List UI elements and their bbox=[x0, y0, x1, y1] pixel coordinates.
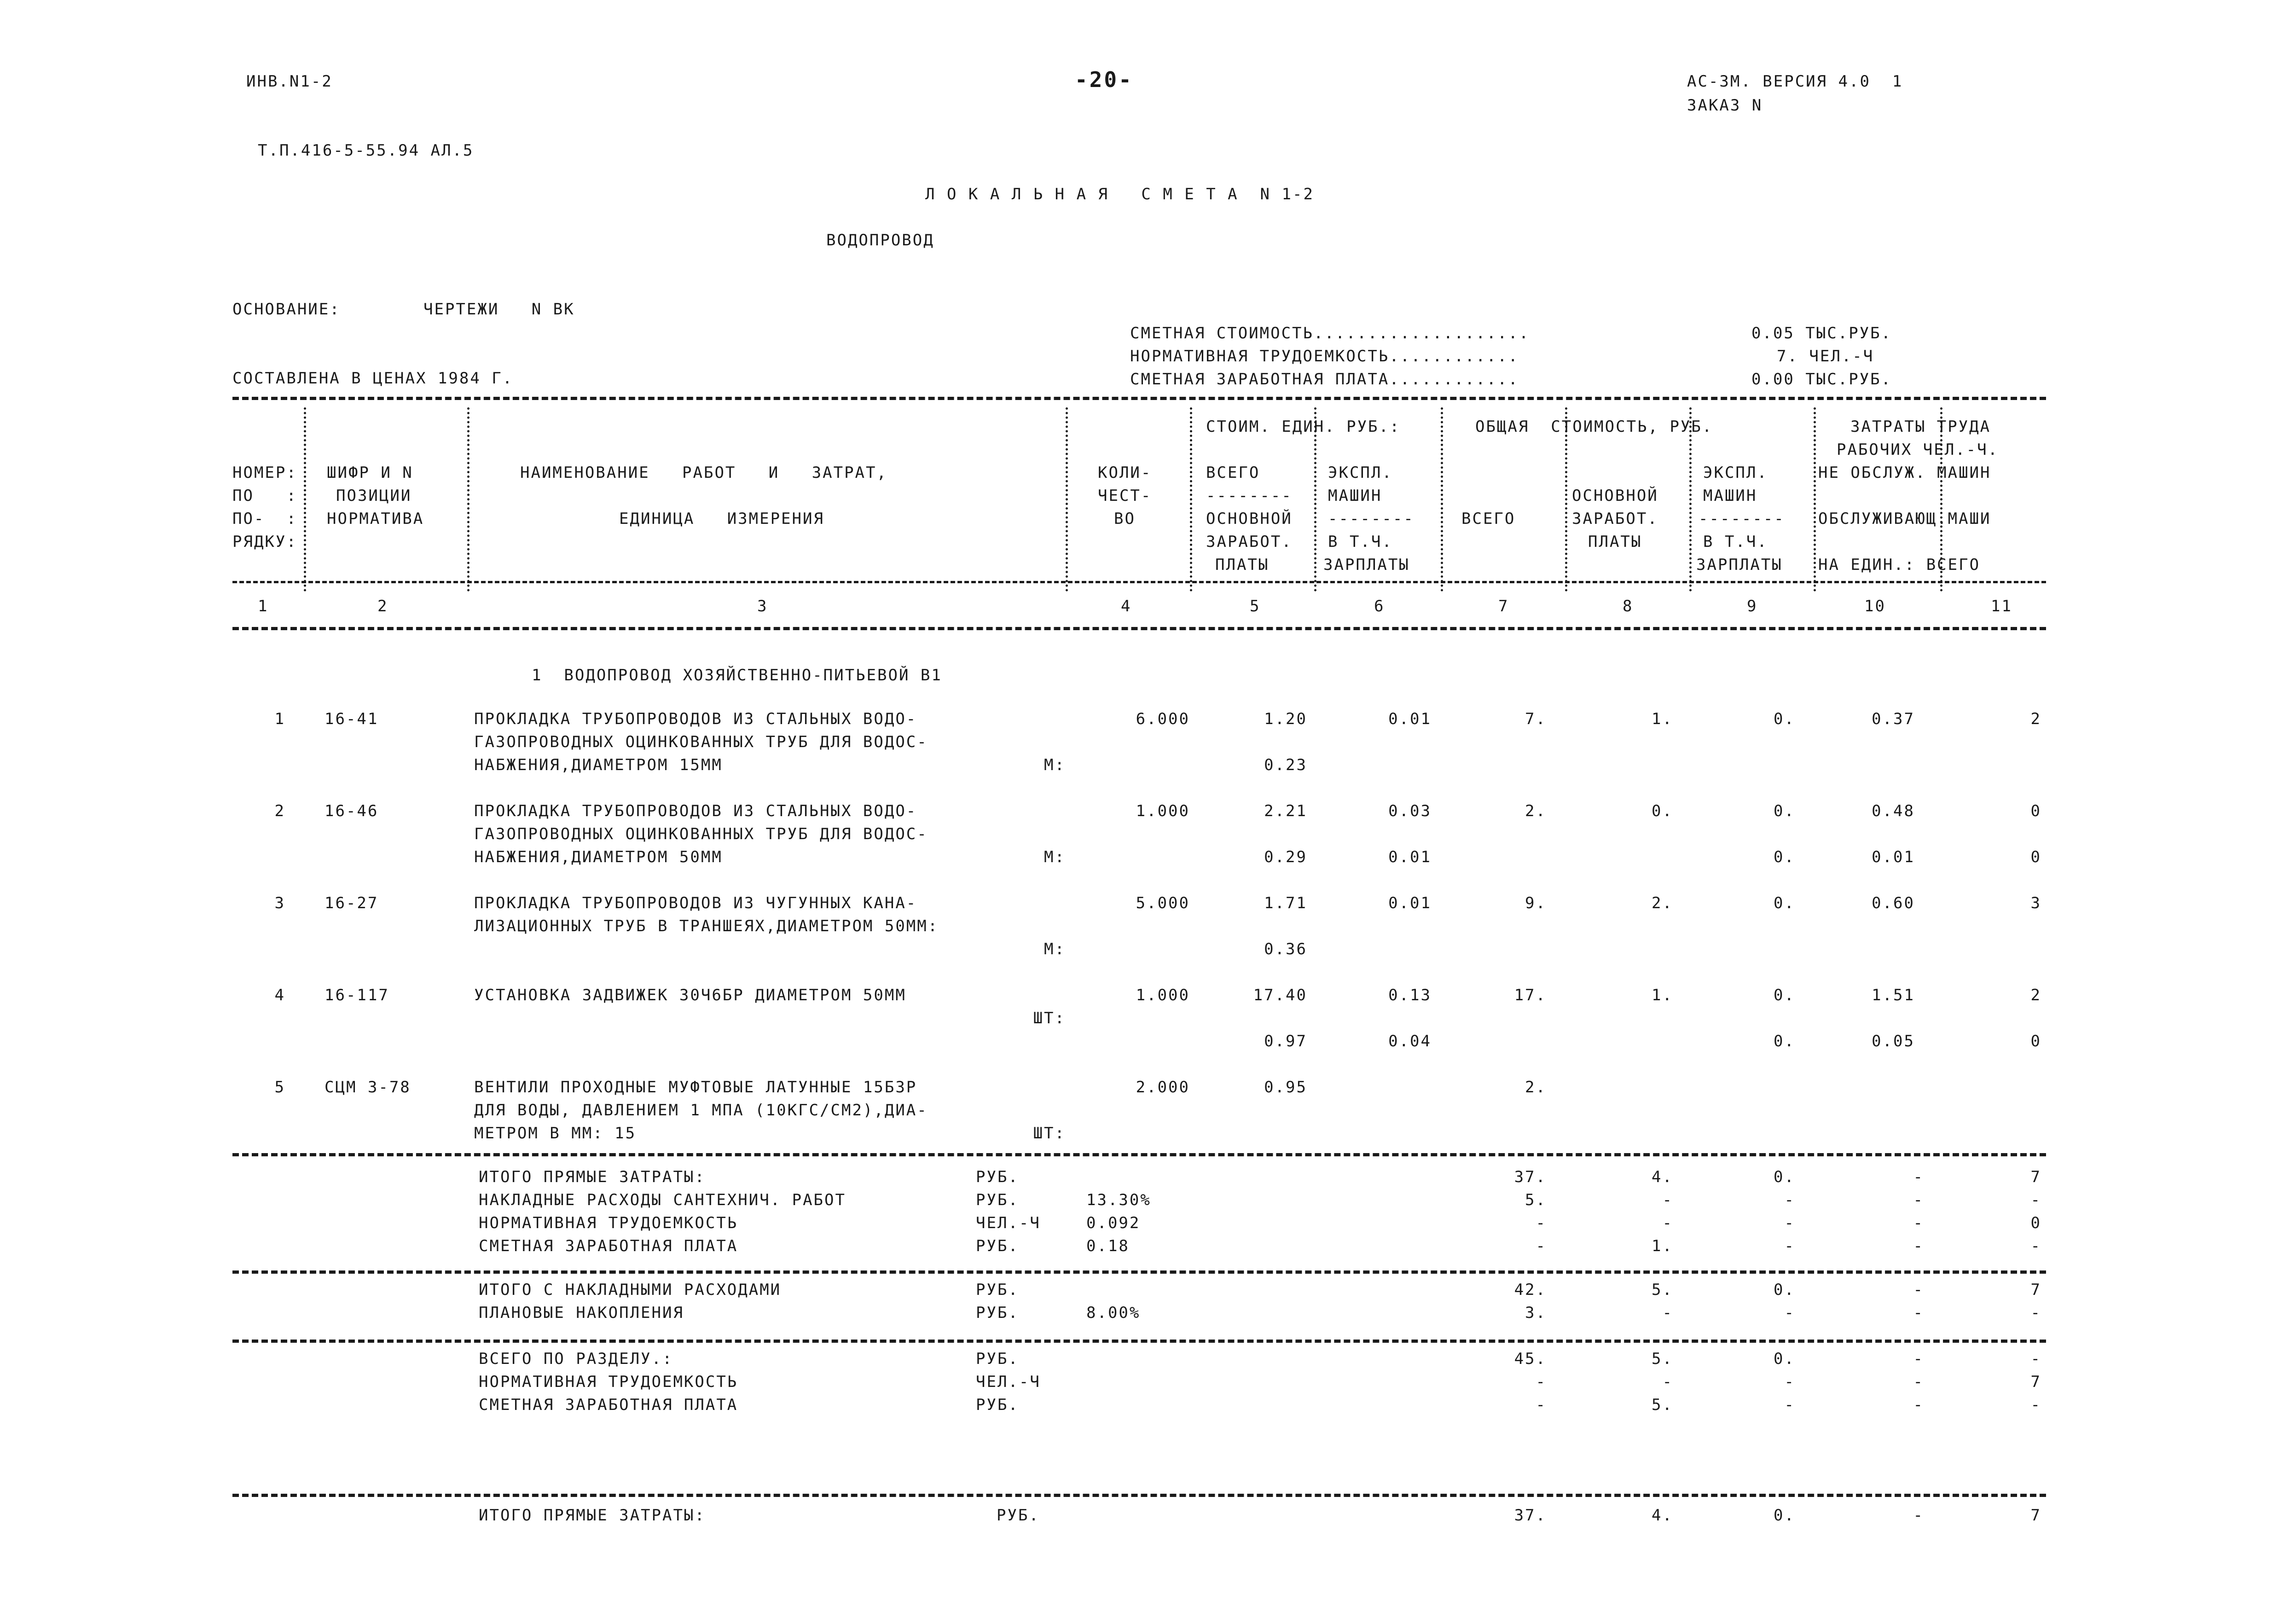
colnum-9: 9 bbox=[1747, 597, 1758, 615]
row-unit-cost-total: 2.21 bbox=[1264, 802, 1307, 820]
row-name-line: ПРОКЛАДКА ТРУБОПРОВОДОВ ИЗ СТАЛЬНЫХ ВОДО- bbox=[474, 802, 917, 820]
total-labor: 7 bbox=[2030, 1373, 2041, 1391]
header-qty-2: ЧЕСТ- bbox=[1098, 487, 1152, 505]
final-c8: 4. bbox=[1652, 1506, 1673, 1525]
colnum-11: 11 bbox=[1991, 597, 2012, 615]
total-cost: 42. bbox=[1514, 1281, 1547, 1299]
colnum-4: 4 bbox=[1121, 597, 1132, 615]
total-machines: - bbox=[1784, 1396, 1795, 1414]
colnum-6: 6 bbox=[1374, 597, 1385, 615]
total-machines: 0. bbox=[1774, 1281, 1795, 1299]
total-unit: РУБ. bbox=[976, 1237, 1019, 1255]
total-machines: - bbox=[1784, 1237, 1795, 1255]
row-name-line: ЛИЗАЦИОННЫХ ТРУБ В ТРАНШЕЯХ,ДИАМЕТРОМ 50ММ: bbox=[474, 917, 939, 935]
total-labor-unit: - bbox=[1913, 1281, 1924, 1299]
header-c9-2: МАШИН bbox=[1703, 487, 1757, 505]
column-separator bbox=[1814, 407, 1816, 592]
row-norm-code: СЦМ 3-78 bbox=[325, 1078, 411, 1096]
row-name-line: МЕТРОМ В ММ: 15 bbox=[474, 1124, 637, 1143]
row-labor-machine-per-unit: 0.05 bbox=[1872, 1032, 1915, 1050]
total-rate: 13.30% bbox=[1086, 1191, 1151, 1209]
row-name-line: ПРОКЛАДКА ТРУБОПРОВОДОВ ИЗ СТАЛЬНЫХ ВОДО- bbox=[474, 710, 917, 728]
row-name-line: НАБЖЕНИЯ,ДИАМЕТРОМ 15ММ bbox=[474, 756, 723, 774]
total-labor: - bbox=[2030, 1191, 2041, 1209]
header-c9-1: ЭКСПЛ. bbox=[1703, 464, 1768, 482]
total-unit: ЧЕЛ.-Ч bbox=[976, 1373, 1041, 1391]
row-norm-code: 16-117 bbox=[325, 986, 389, 1004]
total-cost: - bbox=[1536, 1373, 1547, 1391]
row-total-wage: 2. bbox=[1652, 894, 1673, 912]
row-quantity: 1.000 bbox=[1136, 986, 1190, 1004]
total-label: СМЕТНАЯ ЗАРАБОТНАЯ ПЛАТА bbox=[479, 1237, 738, 1255]
total-label: СМЕТНАЯ ЗАРАБОТНАЯ ПЛАТА bbox=[479, 1396, 738, 1414]
row-total-machine-wage: 0. bbox=[1774, 1032, 1795, 1050]
final-c10: - bbox=[1913, 1506, 1924, 1525]
row-unit-cost-total: 17.40 bbox=[1253, 986, 1307, 1004]
total-wage: 5. bbox=[1652, 1396, 1673, 1414]
header-labor: ЗАТРАТЫ ТРУДА bbox=[1850, 418, 1991, 436]
row-labor-per-unit: 1.51 bbox=[1872, 986, 1915, 1004]
basis-value: ЧЕРТЕЖИ N ВК bbox=[423, 300, 575, 319]
header-c5-3: ОСНОВНОЙ bbox=[1206, 510, 1293, 528]
totals3-rule bbox=[232, 1340, 2046, 1343]
row-number: 3 bbox=[274, 894, 285, 912]
total-machines: - bbox=[1784, 1304, 1795, 1322]
colnum-3: 3 bbox=[757, 597, 768, 615]
row-total-wage: 1. bbox=[1652, 710, 1673, 728]
header-c6-5: ЗАРПЛАТЫ bbox=[1323, 556, 1410, 574]
header-c5-2: -------- bbox=[1206, 487, 1293, 505]
header-c10-1: НЕ ОБСЛУЖ. МАШИН bbox=[1818, 464, 1991, 482]
row-unit-cost-total: 0.95 bbox=[1264, 1078, 1307, 1096]
estimated-cost-value: 0.05 ТЫС.РУБ. bbox=[1751, 324, 1892, 342]
row-unit-cost-machines: 0.03 bbox=[1388, 802, 1432, 820]
total-wage: 5. bbox=[1652, 1350, 1673, 1368]
total-wage: - bbox=[1662, 1214, 1673, 1232]
header-c9-3: -------- bbox=[1699, 510, 1785, 528]
header-c7: ВСЕГО bbox=[1461, 510, 1516, 528]
row-labor-per-unit: 0.37 bbox=[1872, 710, 1915, 728]
header-c6-3: -------- bbox=[1328, 510, 1415, 528]
row-total-wage: 1. bbox=[1652, 986, 1673, 1004]
total-labor-unit: - bbox=[1913, 1373, 1924, 1391]
program-version: АС-3М. ВЕРСИЯ 4.0 1 bbox=[1687, 72, 1903, 91]
total-wage: 1. bbox=[1652, 1237, 1673, 1255]
total-wage: - bbox=[1662, 1191, 1673, 1209]
total-rate: 0.18 bbox=[1086, 1237, 1130, 1255]
row-number: 1 bbox=[274, 710, 285, 728]
row-labor-machine-per-unit: 0.01 bbox=[1872, 848, 1915, 866]
document-subtitle: ВОДОПРОВОД bbox=[826, 231, 934, 249]
total-labor-unit: - bbox=[1913, 1214, 1924, 1232]
total-machines: - bbox=[1784, 1373, 1795, 1391]
section-title: 1 ВОДОПРОВОД ХОЗЯЙСТВЕННО-ПИТЬЕВОЙ В1 bbox=[532, 666, 942, 684]
total-labor: - bbox=[2030, 1237, 2041, 1255]
total-unit: РУБ. bbox=[976, 1350, 1019, 1368]
row-number: 2 bbox=[274, 802, 285, 820]
row-unit-cost-machines: 0.13 bbox=[1388, 986, 1432, 1004]
row-norm-code: 16-27 bbox=[325, 894, 379, 912]
row-unit-cost-wage: 0.36 bbox=[1264, 940, 1307, 958]
total-labor: - bbox=[2030, 1350, 2041, 1368]
total-unit: РУБ. bbox=[976, 1281, 1019, 1299]
header-c5-1: ВСЕГО bbox=[1206, 464, 1260, 482]
row-total-machine-wage: 0. bbox=[1774, 848, 1795, 866]
row-unit-cost-wage: 0.97 bbox=[1264, 1032, 1307, 1050]
row-unit: ШТ: bbox=[1033, 1124, 1066, 1143]
total-label: НАКЛАДНЫЕ РАСХОДЫ САНТЕХНИЧ. РАБОТ bbox=[479, 1191, 846, 1209]
row-total-cost: 9. bbox=[1525, 894, 1547, 912]
row-unit-cost-wage: 0.29 bbox=[1264, 848, 1307, 866]
row-total-cost: 7. bbox=[1525, 710, 1547, 728]
header-code-2: ПОЗИЦИИ bbox=[336, 487, 412, 505]
row-quantity: 1.000 bbox=[1136, 802, 1190, 820]
total-unit: РУБ. bbox=[976, 1396, 1019, 1414]
row-total-wage: 0. bbox=[1652, 802, 1673, 820]
header-qty-1: КОЛИ- bbox=[1098, 464, 1152, 482]
header-c5-5: ПЛАТЫ bbox=[1215, 556, 1270, 574]
total-labor: 7 bbox=[2030, 1281, 2041, 1299]
row-unit-cost-total: 1.20 bbox=[1264, 710, 1307, 728]
row-unit: ШТ: bbox=[1033, 1009, 1066, 1027]
page-number: -20- bbox=[1075, 67, 1133, 92]
row-quantity: 5.000 bbox=[1136, 894, 1190, 912]
row-unit-cost-total: 1.71 bbox=[1264, 894, 1307, 912]
labor-intensity-value: 7. ЧЕЛ.-Ч bbox=[1777, 347, 1874, 365]
total-labor-unit: - bbox=[1913, 1168, 1924, 1186]
inventory-number: ИНВ.N1-2 bbox=[246, 72, 333, 91]
total-machines: - bbox=[1784, 1214, 1795, 1232]
wage-fund-value: 0.00 ТЫС.РУБ. bbox=[1751, 370, 1892, 389]
row-unit: М: bbox=[1044, 848, 1066, 866]
total-rate: 8.00% bbox=[1086, 1304, 1141, 1322]
final-c11: 7 bbox=[2030, 1506, 2041, 1525]
total-wage: 5. bbox=[1652, 1281, 1673, 1299]
total-cost: 37. bbox=[1514, 1168, 1547, 1186]
price-base: СОСТАВЛЕНА В ЦЕНАХ 1984 Г. bbox=[232, 369, 514, 388]
header-unit-cost: СТОИМ. ЕДИН. РУБ.: bbox=[1206, 418, 1401, 436]
colnum-1: 1 bbox=[258, 597, 269, 615]
header-total-cost: ОБЩАЯ СТОИМОСТЬ, РУБ. bbox=[1475, 418, 1713, 436]
column-separator bbox=[304, 407, 306, 592]
header-rule bbox=[232, 581, 2046, 583]
row-total-machines: 0. bbox=[1774, 894, 1795, 912]
column-separator bbox=[1066, 407, 1068, 592]
colnum-10: 10 bbox=[1864, 597, 1886, 615]
row-name-line: ГАЗОПРОВОДНЫХ ОЦИНКОВАННЫХ ТРУБ ДЛЯ ВОДОС- bbox=[474, 733, 928, 751]
wage-fund-label: СМЕТНАЯ ЗАРАБОТНАЯ ПЛАТА............ bbox=[1130, 370, 1519, 389]
row-name-line: ГАЗОПРОВОДНЫХ ОЦИНКОВАННЫХ ТРУБ ДЛЯ ВОДОС- bbox=[474, 825, 928, 843]
row-unit-cost-machines: 0.01 bbox=[1388, 710, 1432, 728]
row-total-machines: 0. bbox=[1774, 710, 1795, 728]
header-unit: ЕДИНИЦА ИЗМЕРЕНИЯ bbox=[619, 510, 824, 528]
column-separator bbox=[1190, 407, 1192, 592]
row-name-line: ПРОКЛАДКА ТРУБОПРОВОДОВ ИЗ ЧУГУННЫХ КАНА- bbox=[474, 894, 917, 912]
order-number: ЗАКАЗ N bbox=[1687, 96, 1763, 115]
row-total-machines: 0. bbox=[1774, 986, 1795, 1004]
total-labor-unit: - bbox=[1913, 1237, 1924, 1255]
header-code-3: НОРМАТИВА bbox=[327, 510, 424, 528]
header-c9-4: В Т.Ч. bbox=[1703, 533, 1768, 551]
header-c6-1: ЭКСПЛ. bbox=[1328, 464, 1393, 482]
row-norm-code: 16-41 bbox=[325, 710, 379, 728]
totals-rule bbox=[232, 1153, 2046, 1156]
total-label: ПЛАНОВЫЕ НАКОПЛЕНИЯ bbox=[479, 1304, 684, 1322]
row-labor-per-unit: 0.60 bbox=[1872, 894, 1915, 912]
header-c9-5: ЗАРПЛАТЫ bbox=[1696, 556, 1783, 574]
row-unit-cost-wage: 0.23 bbox=[1264, 756, 1307, 774]
header-row-number-4: РЯДКУ: bbox=[232, 533, 297, 551]
total-unit: РУБ. bbox=[976, 1304, 1019, 1322]
row-quantity: 2.000 bbox=[1136, 1078, 1190, 1096]
total-wage: - bbox=[1662, 1373, 1673, 1391]
row-labor-total: 3 bbox=[2030, 894, 2041, 912]
final-rule bbox=[232, 1494, 2046, 1497]
project-reference: Т.П.416-5-55.94 АЛ.5 bbox=[258, 141, 474, 160]
total-label: ВСЕГО ПО РАЗДЕЛУ.: bbox=[479, 1350, 673, 1368]
final-label: ИТОГО ПРЯМЫЕ ЗАТРАТЫ: bbox=[479, 1506, 706, 1525]
total-machines: 0. bbox=[1774, 1350, 1795, 1368]
total-labor: 7 bbox=[2030, 1168, 2041, 1186]
column-separator bbox=[1441, 407, 1443, 592]
row-labor-per-unit: 0.48 bbox=[1872, 802, 1915, 820]
total-unit: ЧЕЛ.-Ч bbox=[976, 1214, 1041, 1232]
header-c10-3: НА ЕДИН.: ВСЕГО bbox=[1818, 556, 1981, 574]
final-unit: РУБ. bbox=[997, 1506, 1040, 1525]
column-numbers-rule bbox=[232, 627, 2046, 630]
total-unit: РУБ. bbox=[976, 1168, 1019, 1186]
row-name-line: ВЕНТИЛИ ПРОХОДНЫЕ МУФТОВЫЕ ЛАТУННЫЕ 15Б3Р bbox=[474, 1078, 917, 1096]
total-label: НОРМАТИВНАЯ ТРУДОЕМКОСТЬ bbox=[479, 1214, 738, 1232]
basis-label: ОСНОВАНИЕ: bbox=[232, 300, 341, 319]
labor-intensity-label: НОРМАТИВНАЯ ТРУДОЕМКОСТЬ............ bbox=[1130, 347, 1519, 365]
row-unit: М: bbox=[1044, 940, 1066, 958]
row-total-cost: 2. bbox=[1525, 1078, 1547, 1096]
row-labor-machine-total: 0 bbox=[2030, 848, 2041, 866]
total-cost: 5. bbox=[1525, 1191, 1547, 1209]
header-c10-2: ОБСЛУЖИВАЮЩ.МАШИ bbox=[1818, 510, 1991, 528]
row-number: 4 bbox=[274, 986, 285, 1004]
row-labor-total: 2 bbox=[2030, 986, 2041, 1004]
total-labor: - bbox=[2030, 1396, 2041, 1414]
row-labor-total: 2 bbox=[2030, 710, 2041, 728]
row-total-cost: 2. bbox=[1525, 802, 1547, 820]
header-work-name: НАИМЕНОВАНИЕ РАБОТ И ЗАТРАТ, bbox=[520, 464, 887, 482]
row-unit-cost-machine-wage: 0.01 bbox=[1388, 848, 1432, 866]
row-unit-cost-machine-wage: 0.04 bbox=[1388, 1032, 1432, 1050]
total-labor: - bbox=[2030, 1304, 2041, 1322]
total-labor-unit: - bbox=[1913, 1350, 1924, 1368]
total-labor-unit: - bbox=[1913, 1191, 1924, 1209]
total-machines: 0. bbox=[1774, 1168, 1795, 1186]
total-labor-unit: - bbox=[1913, 1304, 1924, 1322]
header-row-number-3: ПО- : bbox=[232, 510, 297, 528]
total-wage: - bbox=[1662, 1304, 1673, 1322]
header-c8-3: ПЛАТЫ bbox=[1588, 533, 1642, 551]
totals2-rule bbox=[232, 1270, 2046, 1274]
header-c8-2: ЗАРАБОТ. bbox=[1572, 510, 1658, 528]
total-cost: - bbox=[1536, 1214, 1547, 1232]
total-label: ИТОГО С НАКЛАДНЫМИ РАСХОДАМИ bbox=[479, 1281, 782, 1299]
total-machines: - bbox=[1784, 1191, 1795, 1209]
header-c8-1: ОСНОВНОЙ bbox=[1572, 487, 1658, 505]
total-label: НОРМАТИВНАЯ ТРУДОЕМКОСТЬ bbox=[479, 1373, 738, 1391]
final-c7: 37. bbox=[1514, 1506, 1547, 1525]
total-cost: - bbox=[1536, 1237, 1547, 1255]
row-norm-code: 16-46 bbox=[325, 802, 379, 820]
colnum-2: 2 bbox=[377, 597, 388, 615]
estimated-cost-label: СМЕТНАЯ СТОИМОСТЬ.................... bbox=[1130, 324, 1530, 342]
row-unit-cost-machines: 0.01 bbox=[1388, 894, 1432, 912]
row-total-cost: 17. bbox=[1514, 986, 1547, 1004]
total-label: ИТОГО ПРЯМЫЕ ЗАТРАТЫ: bbox=[479, 1168, 706, 1186]
header-row-number-2: ПО : bbox=[232, 487, 297, 505]
colnum-7: 7 bbox=[1498, 597, 1509, 615]
header-c5-4: ЗАРАБОТ. bbox=[1206, 533, 1293, 551]
total-unit: РУБ. bbox=[976, 1191, 1019, 1209]
header-c6-2: МАШИН bbox=[1328, 487, 1382, 505]
header-row-number-1: НОМЕР: bbox=[232, 464, 297, 482]
header-qty-3: ВО bbox=[1114, 510, 1136, 528]
header-code-1: ШИФР И N bbox=[327, 464, 413, 482]
final-c9: 0. bbox=[1774, 1506, 1795, 1525]
total-cost: - bbox=[1536, 1396, 1547, 1414]
row-name-line: НАБЖЕНИЯ,ДИАМЕТРОМ 50ММ bbox=[474, 848, 723, 866]
total-rate: 0.092 bbox=[1086, 1214, 1141, 1232]
row-total-machines: 0. bbox=[1774, 802, 1795, 820]
row-labor-total: 0 bbox=[2030, 802, 2041, 820]
colnum-5: 5 bbox=[1250, 597, 1261, 615]
colnum-8: 8 bbox=[1623, 597, 1634, 615]
row-labor-machine-total: 0 bbox=[2030, 1032, 2041, 1050]
column-separator bbox=[467, 407, 470, 592]
total-labor: 0 bbox=[2030, 1214, 2041, 1232]
table-top-rule bbox=[232, 397, 2046, 400]
total-wage: 4. bbox=[1652, 1168, 1673, 1186]
row-number: 5 bbox=[274, 1078, 285, 1096]
row-name-line: УСТАНОВКА ЗАДВИЖЕК 30Ч6БР ДИАМЕТРОМ 50ММ bbox=[474, 986, 906, 1004]
total-labor-unit: - bbox=[1913, 1396, 1924, 1414]
header-c6-4: В Т.Ч. bbox=[1328, 533, 1393, 551]
total-cost: 45. bbox=[1514, 1350, 1547, 1368]
row-name-line: ДЛЯ ВОДЫ, ДАВЛЕНИЕМ 1 МПА (10КГС/СМ2),ДИА- bbox=[474, 1101, 928, 1119]
document-title: Л О К А Л Ь Н А Я С М Е Т А N 1-2 bbox=[925, 185, 1314, 203]
row-quantity: 6.000 bbox=[1136, 710, 1190, 728]
header-labor-sub: РАБОЧИХ ЧЕЛ.-Ч. bbox=[1837, 441, 1999, 459]
row-unit: М: bbox=[1044, 756, 1066, 774]
total-cost: 3. bbox=[1525, 1304, 1547, 1322]
